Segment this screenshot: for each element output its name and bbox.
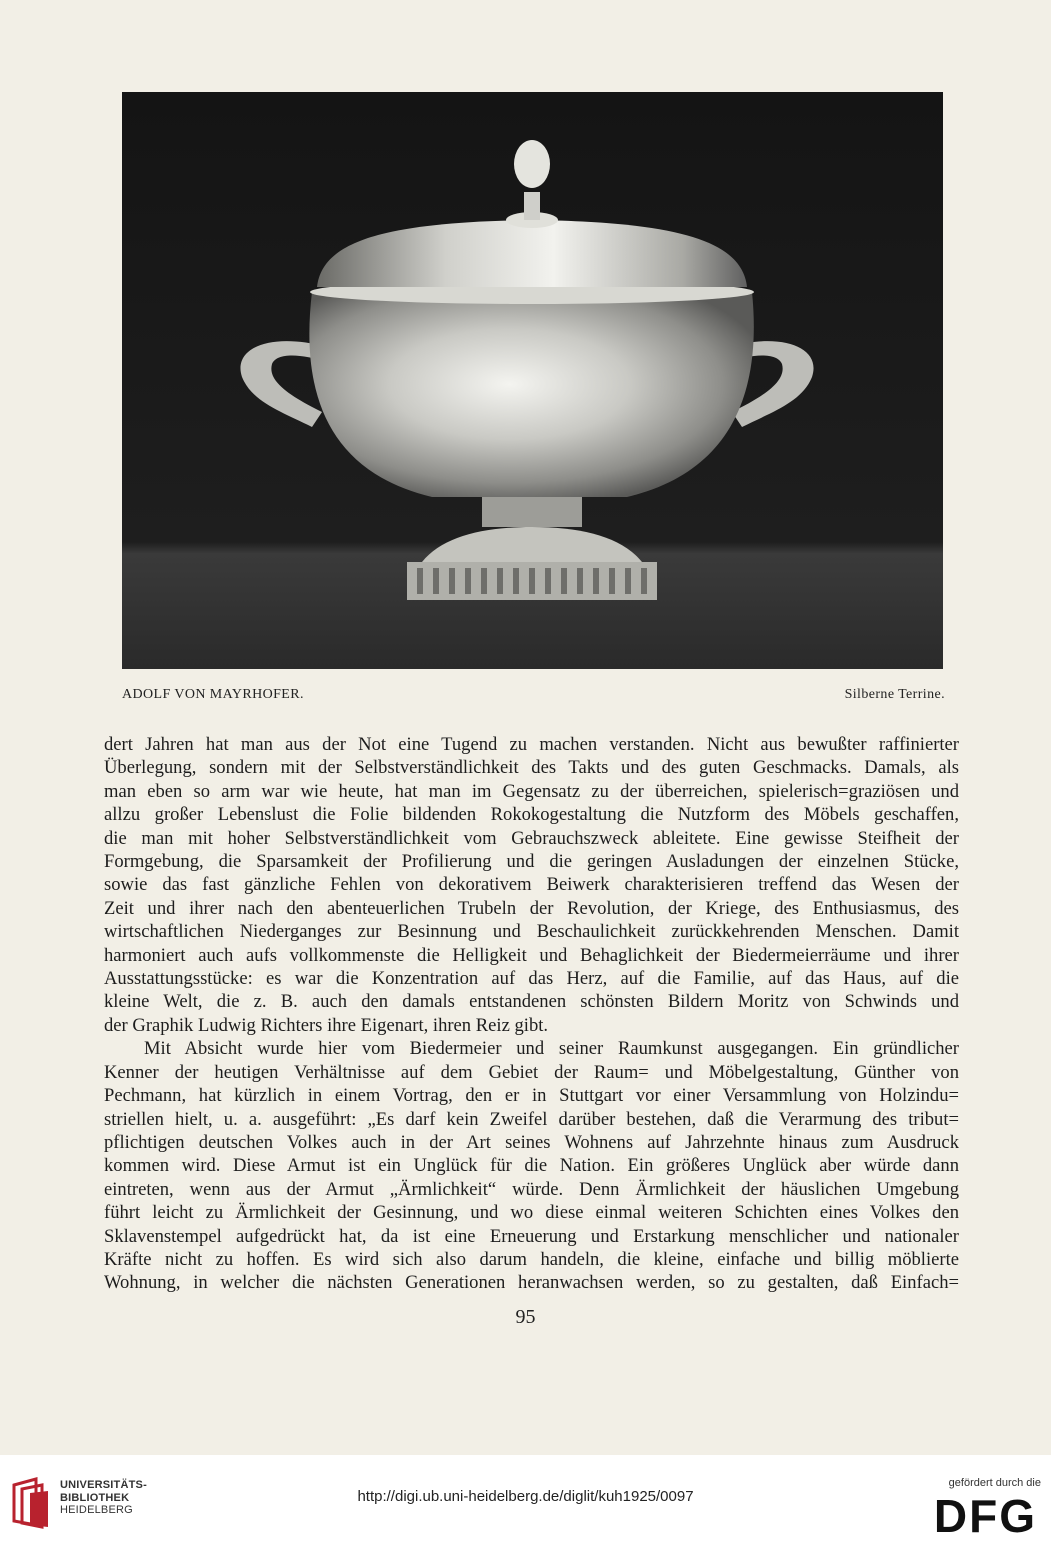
text-line: Sklavenstempel aufgedrückt hat, da ist eine Erneuerung und Erstarkung menschlicher und nationaler [104, 1225, 959, 1247]
permalink-url[interactable]: http://digi.ub.uni-heidelberg.de/diglit/kuh1925/0097 [357, 1488, 694, 1505]
library-name-line: UNIVERSITÄTS- [60, 1479, 147, 1491]
figure-caption-artist: ADOLF VON MAYRHOFER. [122, 687, 304, 702]
library-name-line: BIBLIOTHEK [60, 1491, 130, 1504]
library-name-line: HEIDELBERG [60, 1504, 133, 1516]
text-line: harmoniert auch aufs vollkommenste die Helligkeit und Behaglichkeit der Biedermeierräume und ihrer [104, 944, 959, 966]
text-line: der Graphik Ludwig Richters ihre Eigenart, ihren Reiz gibt. [104, 1014, 549, 1036]
text-line: Ausstattungsstücke: es war die Konzentration auf das Herz, auf die Familie, auf das Haus, auf die [104, 968, 959, 990]
text-line: pflichtigen deutschen Volkes auch in der Art seines Wohnens auf Jahrzehnte hinaus zum Ausdruck [104, 1131, 959, 1153]
page-number: 95 [515, 1306, 536, 1328]
text-line: kommen wird. Diese Armut ist ein Unglück für die Nation. Ein größeres Unglück aber würde dann [104, 1155, 959, 1177]
text-line: Überlegung, sondern mit der Selbstverständlichkeit des Takts und des guten Geschmacks. Damals, als [104, 757, 959, 779]
text-line: dert Jahren hat man aus der Not eine Tugend zu machen verstanden. Nicht aus bewußter raffinierter [104, 734, 959, 755]
text-line: Wohnung, in welcher die nächsten Generationen heranwachsen werden, so zu gestalten, daß Einfach= [104, 1272, 959, 1294]
text-line: kleine Welt, die z. B. auch den damals entstandenen schönsten Bildern Moritz von Schwinds und [104, 991, 959, 1013]
dfg-logo[interactable]: DFG [933, 1490, 1037, 1542]
text-line: Zeit und ihrer nach den abenteuerlichen Trubeln der Revolution, der Kriege, des Enthusiasmus, des [104, 897, 959, 919]
text-line: Mit Absicht wurde hier vom Biedermeier und seiner Raumkunst ausgegangen. Ein gründlicher [144, 1038, 959, 1060]
text-line: striellen hielt, u. a. ausgeführt: „Es darf kein Zweifel darüber bestehen, daß die Verarmung des tribut= [104, 1108, 959, 1130]
text-line: Kräfte nicht zu hoffen. Es wird sich also darum handeln, die kleine, einfache und billig möblierte [104, 1248, 959, 1270]
body-text [104, 733, 959, 1295]
text-line: die man mit hoher Selbstverständlichkeit vom Gebrauchszweck ableitete. Eine gewisse Steifheit der [104, 827, 959, 849]
viewer-footer [0, 1455, 1051, 1547]
silver-tureen-illustration [122, 92, 943, 669]
text-line: allzu großer Lebenslust die Folie bildenden Rokokogestaltung die Nutzform des Möbels geschaffen, [104, 804, 959, 826]
text-line: wirtschaftlichen Niederganges zur Besinnung und Beschaulichkeit zurückkehrenden Menschen. Damit [104, 921, 959, 943]
text-line: Formgebung, die Sparsamkeit der Profilierung und die geringen Ausladungen der einzelnen Stücke, [104, 851, 959, 873]
text-line: man eben so arm war wie heute, hat man im Gegensatz zu der überreichen, spielerisch=graziösen und [104, 780, 959, 802]
text-line: Pechmann, hat kürzlich in einem Vortrag, den er in Stuttgart vor einer Versammlung von Holzindu= [104, 1085, 959, 1107]
text-line: eintreten, wenn aus der Armut „Ärmlichkeit“ würde. Denn Ärmlichkeit der häuslichen Umgebung [104, 1178, 959, 1200]
text-line: führt leicht zu Ärmlichkeit der Gesinnung, und wo diese einmal weiteren Schichten eines Volkes den [104, 1202, 959, 1224]
tureen-photograph [122, 92, 943, 669]
sponsor-prefix: gefördert durch die [948, 1477, 1041, 1489]
text-line: Kenner der heutigen Verhältnisse auf dem Gebiet der Raum= und Möbelgestaltung, Günther von [104, 1061, 959, 1083]
figure-caption-title: Silberne Terrine. [844, 687, 945, 702]
text-line: sowie das fast gänzliche Fehlen von dekorativem Beiwerk charakterisieren treffend das Wesen der [104, 874, 959, 896]
